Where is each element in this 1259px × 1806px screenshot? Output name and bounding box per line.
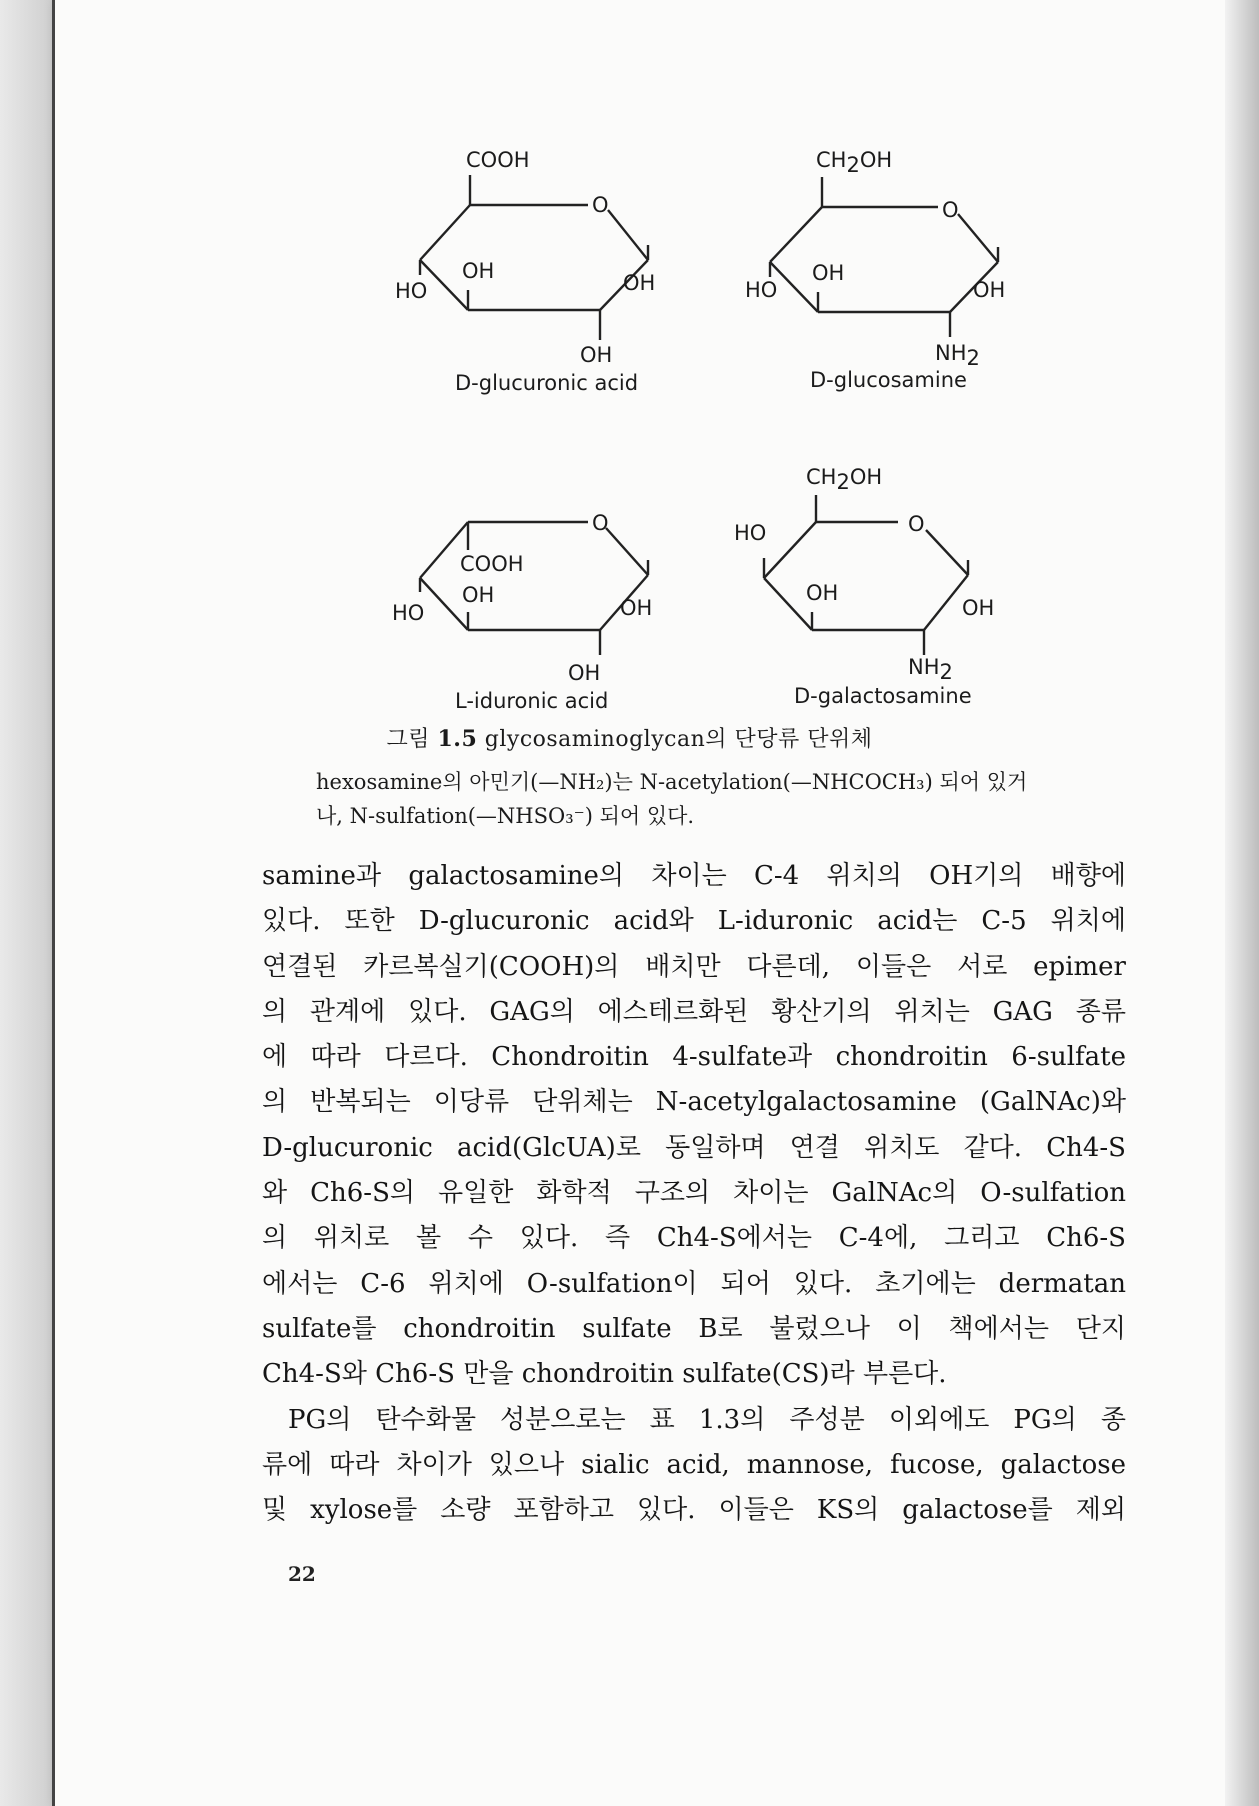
ring-oxygen-label: O xyxy=(942,198,959,222)
figure-number: 1.5 xyxy=(437,726,478,752)
right-oh-label: OH xyxy=(973,278,1006,302)
figure-label: 그림 xyxy=(386,727,430,752)
figure-caption xyxy=(0,722,1259,753)
body-line: 있다. 또한 D-glucuronic acid와 L-iduronic acid는 C-5 위치에 xyxy=(262,906,1126,937)
book-gutter xyxy=(0,0,52,1806)
structure-d-galactosamine xyxy=(726,460,1026,720)
structure-d-glucuronic-acid xyxy=(380,140,680,400)
body-line: 의 위치로 볼 수 있다. 즉 Ch4-S에서는 C-4에, 그리고 Ch6-S xyxy=(262,1223,1126,1254)
structure-name: D-galactosamine xyxy=(794,684,972,708)
body-line: 연결된 카르복실기(COOH)의 배치만 다른데, 이들은 서로 epimer xyxy=(262,951,1126,982)
left-ho-label: HO xyxy=(395,279,428,303)
right-oh-label: OH xyxy=(623,271,656,295)
top-group-label: CH2OH xyxy=(806,465,883,494)
page-edge-shadow xyxy=(1225,0,1259,1806)
right-oh-label: OH xyxy=(962,596,995,620)
structure-l-iduronic-acid xyxy=(380,460,680,720)
bottom-group-label: NH2 xyxy=(935,341,980,370)
structure-name: D-glucosamine xyxy=(810,368,967,392)
bottom-group-label: OH xyxy=(568,661,601,685)
top-group-label: COOH xyxy=(466,148,530,172)
caption-note-line-2: 나, N-sulfation(—NHSO₃⁻) 되어 있다. xyxy=(316,804,695,828)
body-line: 의 관계에 있다. GAG의 에스테르화된 황산기의 위치는 GAG 종류 xyxy=(262,996,1126,1027)
page-number: 22 xyxy=(288,1562,316,1586)
body-line: Ch4-S와 Ch6-S 만을 chondroitin sulfate(CS)라 부른다. xyxy=(262,1359,947,1390)
body-line: 및 xylose를 소량 포함하고 있다. 이들은 KS의 galactose를 제외 xyxy=(262,1495,1126,1526)
structure-name: L-iduronic acid xyxy=(455,689,609,713)
body-line: D-glucuronic acid(GlcUA)로 동일하며 연결 위치도 같다. Ch4-S xyxy=(262,1132,1126,1163)
body-line: 류에 따라 차이가 있으나 sialic acid, mannose, fucose, galactose xyxy=(262,1449,1126,1480)
top-group-label: COOH xyxy=(460,552,524,576)
inner-oh-label: OH xyxy=(812,261,845,285)
bottom-group-label: OH xyxy=(580,343,613,367)
body-line: PG의 탄수화물 성분으로는 표 1.3의 주성분 이외에도 PG의 종 xyxy=(288,1404,1126,1435)
structure-name: D-glucuronic acid xyxy=(455,371,639,395)
body-line: 의 반복되는 이당류 단위체는 N-acetylgalactosamine (GalNAc)와 xyxy=(262,1087,1126,1118)
ring-oxygen-label: O xyxy=(592,193,609,217)
ring-oxygen-label: O xyxy=(592,511,609,535)
left-ho-label: HO xyxy=(734,521,767,545)
left-ho-label: HO xyxy=(745,278,778,302)
body-line: 와 Ch6-S의 유일한 화학적 구조의 차이는 GalNAc의 O-sulfation xyxy=(262,1178,1126,1209)
structure-d-glucosamine xyxy=(730,142,1030,402)
inner-oh-label: OH xyxy=(462,259,495,283)
body-line: 에서는 C-6 위치에 O-sulfation이 되어 있다. 초기에는 dermatan xyxy=(262,1268,1126,1299)
body-line: 에 따라 다르다. Chondroitin 4-sulfate과 chondroitin 6-sulfate xyxy=(262,1042,1126,1073)
body-text xyxy=(262,854,1126,1533)
body-line: samine과 galactosamine의 차이는 C-4 위치의 OH기의 배향에 xyxy=(262,861,1126,891)
inner-oh-label: OH xyxy=(462,583,495,607)
body-line: sulfate를 chondroitin sulfate B로 불렀으나 이 책에서는 단지 xyxy=(262,1313,1126,1344)
caption-note-line-1: hexosamine의 아민기(—NH₂)는 N-acetylation(—NHCOCH₃) 되어 있거 xyxy=(316,770,1028,794)
left-ho-label: HO xyxy=(392,601,425,625)
bottom-group-label: NH2 xyxy=(908,655,953,684)
ring-oxygen-label: O xyxy=(908,512,925,536)
figure-title: glycosaminoglycan의 단당류 단위체 xyxy=(484,727,873,752)
inner-oh-label: OH xyxy=(806,581,839,605)
right-oh-label: OH xyxy=(620,596,653,620)
top-group-label: CH2OH xyxy=(816,148,893,177)
